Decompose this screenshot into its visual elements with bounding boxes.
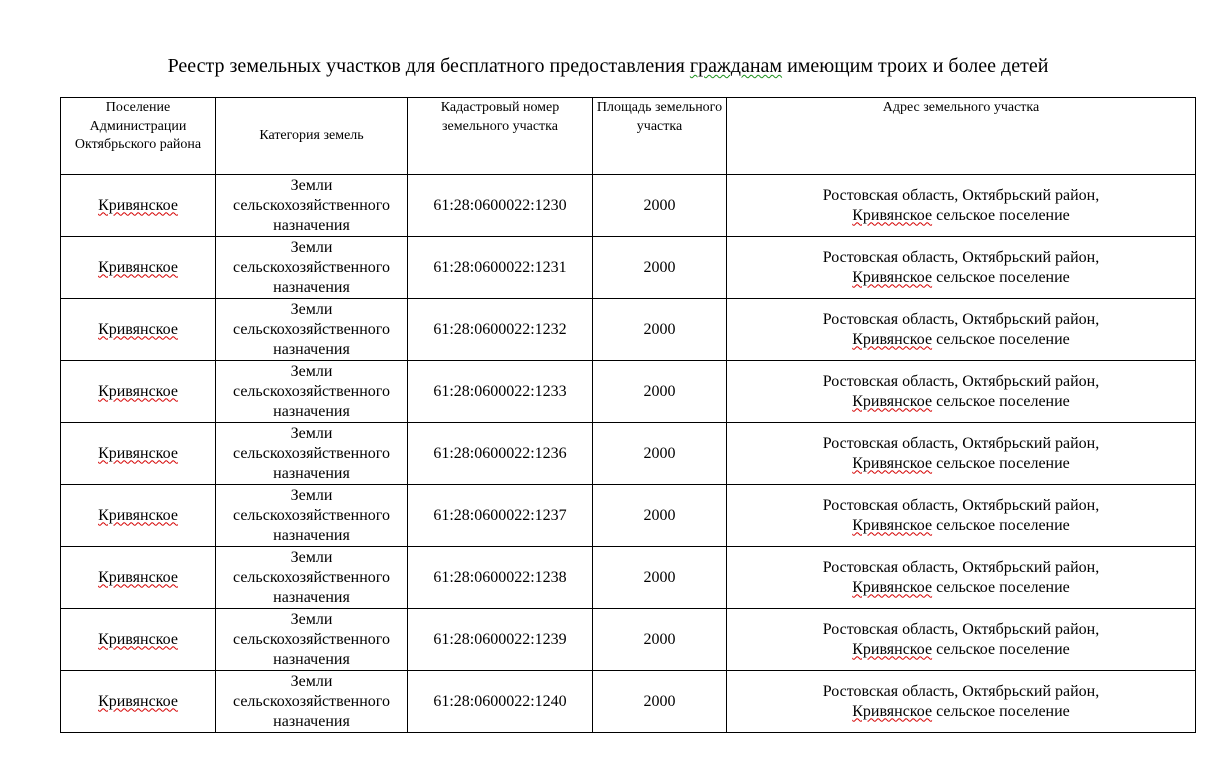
cell-category — [216, 671, 408, 733]
cell-address — [727, 423, 1196, 485]
cell-address — [727, 361, 1196, 423]
category-line-3: назначения — [273, 650, 350, 668]
address-line-1: Ростовская область, Октябрьский район, — [822, 496, 1100, 514]
address-line-1: Ростовская область, Октябрьский район, — [822, 310, 1100, 328]
cell-cadastral-number: 61:28:0600022:1239 — [408, 609, 593, 671]
address-line-1: Ростовская область, Октябрьский район, — [822, 434, 1100, 452]
table-row — [61, 485, 1196, 547]
address-settlement-name: Кривянское — [852, 268, 933, 286]
table-header-row — [61, 98, 1196, 175]
address-line-2 — [730, 330, 1192, 350]
category-line-3: назначения — [273, 464, 350, 482]
cell-settlement — [61, 299, 216, 361]
address-line-1: Ростовская область, Октябрьский район, — [822, 682, 1100, 700]
category-line-3: назначения — [273, 402, 350, 420]
address-line-2 — [730, 702, 1192, 722]
address-rest: сельское поселение — [932, 702, 1070, 720]
header-area: Площадь земельного участка — [593, 98, 727, 175]
cell-cadastral-number: 61:28:0600022:1231 — [408, 237, 593, 299]
cell-category — [216, 361, 408, 423]
cell-settlement — [61, 175, 216, 237]
cell-cadastral-number: 61:28:0600022:1233 — [408, 361, 593, 423]
address-line-1: Ростовская область, Октябрьский район, — [822, 186, 1100, 204]
address-rest: сельское поселение — [932, 578, 1070, 596]
cell-address — [727, 485, 1196, 547]
header-address: Адрес земельного участка — [727, 98, 1196, 175]
address-line-2 — [730, 268, 1192, 288]
title-text-underlined: гражданам — [689, 55, 783, 77]
address-rest: сельское поселение — [932, 206, 1070, 224]
header-settlement: Поселение Администрации Октябрьского района — [61, 98, 216, 175]
category-line-3: назначения — [273, 216, 350, 234]
address-settlement-name: Кривянское — [852, 578, 933, 596]
address-settlement-name: Кривянское — [852, 516, 933, 534]
settlement-name: Кривянское — [98, 630, 178, 648]
cell-category — [216, 547, 408, 609]
category-line-1: Земли — [290, 300, 333, 318]
land-plots-registry-table — [60, 97, 1196, 733]
cell-settlement — [61, 361, 216, 423]
address-line-1: Ростовская область, Октябрьский район, — [822, 248, 1100, 266]
cell-category — [216, 609, 408, 671]
settlement-name: Кривянское — [98, 196, 178, 214]
category-line-1: Земли — [290, 238, 333, 256]
cell-address — [727, 299, 1196, 361]
address-line-2 — [730, 516, 1192, 536]
category-line-2: сельскохозяйственного — [233, 196, 390, 214]
address-rest: сельское поселение — [932, 516, 1070, 534]
address-line-1: Ростовская область, Октябрьский район, — [822, 372, 1100, 390]
table-row — [61, 175, 1196, 237]
address-settlement-name: Кривянское — [852, 640, 933, 658]
table-row — [61, 423, 1196, 485]
cell-area: 2000 — [593, 299, 727, 361]
category-line-2: сельскохозяйственного — [233, 258, 390, 276]
category-line-2: сельскохозяйственного — [233, 630, 390, 648]
cell-settlement — [61, 485, 216, 547]
settlement-name: Кривянское — [98, 320, 178, 338]
cell-area: 2000 — [593, 671, 727, 733]
address-line-1: Ростовская область, Октябрьский район, — [822, 558, 1100, 576]
category-line-1: Земли — [290, 362, 333, 380]
cell-cadastral-number: 61:28:0600022:1232 — [408, 299, 593, 361]
address-settlement-name: Кривянское — [852, 330, 933, 348]
cell-cadastral-number: 61:28:0600022:1236 — [408, 423, 593, 485]
cell-address — [727, 547, 1196, 609]
page-title — [0, 54, 1216, 78]
cell-settlement — [61, 237, 216, 299]
cell-area: 2000 — [593, 547, 727, 609]
cell-settlement — [61, 547, 216, 609]
category-line-2: сельскохозяйственного — [233, 382, 390, 400]
table-row — [61, 299, 1196, 361]
settlement-name: Кривянское — [98, 382, 178, 400]
cell-area: 2000 — [593, 609, 727, 671]
address-rest: сельское поселение — [932, 640, 1070, 658]
cell-area: 2000 — [593, 175, 727, 237]
category-line-3: назначения — [273, 712, 350, 730]
title-text-part2: имеющим троих и более детей — [782, 55, 1049, 77]
address-rest: сельское поселение — [932, 330, 1070, 348]
cell-category — [216, 175, 408, 237]
cell-category — [216, 485, 408, 547]
cell-category — [216, 299, 408, 361]
category-line-1: Земли — [290, 672, 333, 690]
category-line-1: Земли — [290, 548, 333, 566]
table-row — [61, 547, 1196, 609]
settlement-name: Кривянское — [98, 692, 178, 710]
cell-cadastral-number: 61:28:0600022:1237 — [408, 485, 593, 547]
cell-address — [727, 175, 1196, 237]
cell-address — [727, 237, 1196, 299]
header-cadastral-number: Кадастровый номер земельного участка — [408, 98, 593, 175]
category-line-1: Земли — [290, 424, 333, 442]
cell-category — [216, 237, 408, 299]
category-line-1: Земли — [290, 610, 333, 628]
table-row — [61, 609, 1196, 671]
address-settlement-name: Кривянское — [852, 392, 933, 410]
table-row — [61, 361, 1196, 423]
address-line-2 — [730, 392, 1192, 412]
cell-area: 2000 — [593, 423, 727, 485]
category-line-3: назначения — [273, 526, 350, 544]
category-line-2: сельскохозяйственного — [233, 568, 390, 586]
address-line-1: Ростовская область, Октябрьский район, — [822, 620, 1100, 638]
table-body — [61, 175, 1196, 733]
cell-area: 2000 — [593, 237, 727, 299]
settlement-name: Кривянское — [98, 568, 178, 586]
category-line-1: Земли — [290, 176, 333, 194]
address-line-2 — [730, 578, 1192, 598]
header-category: Категория земель — [216, 98, 408, 175]
category-line-3: назначения — [273, 340, 350, 358]
settlement-name: Кривянское — [98, 444, 178, 462]
category-line-2: сельскохозяйственного — [233, 692, 390, 710]
address-settlement-name: Кривянское — [852, 206, 933, 224]
category-line-3: назначения — [273, 278, 350, 296]
address-rest: сельское поселение — [932, 454, 1070, 472]
address-line-2 — [730, 454, 1192, 474]
cell-cadastral-number: 61:28:0600022:1230 — [408, 175, 593, 237]
category-line-2: сельскохозяйственного — [233, 444, 390, 462]
address-rest: сельское поселение — [932, 392, 1070, 410]
cell-area: 2000 — [593, 485, 727, 547]
category-line-1: Земли — [290, 486, 333, 504]
address-rest: сельское поселение — [932, 268, 1070, 286]
category-line-2: сельскохозяйственного — [233, 320, 390, 338]
cell-cadastral-number: 61:28:0600022:1240 — [408, 671, 593, 733]
cell-settlement — [61, 423, 216, 485]
address-line-2 — [730, 640, 1192, 660]
address-settlement-name: Кривянское — [852, 702, 933, 720]
cell-category — [216, 423, 408, 485]
cell-settlement — [61, 609, 216, 671]
category-line-3: назначения — [273, 588, 350, 606]
cell-area: 2000 — [593, 361, 727, 423]
table-row — [61, 237, 1196, 299]
settlement-name: Кривянское — [98, 258, 178, 276]
cell-cadastral-number: 61:28:0600022:1238 — [408, 547, 593, 609]
cell-address — [727, 671, 1196, 733]
title-text-part1: Реестр земельных участков для бесплатного предоставления — [167, 55, 690, 77]
cell-settlement — [61, 671, 216, 733]
address-settlement-name: Кривянское — [852, 454, 933, 472]
table-row — [61, 671, 1196, 733]
settlement-name: Кривянское — [98, 506, 178, 524]
cell-address — [727, 609, 1196, 671]
address-line-2 — [730, 206, 1192, 226]
category-line-2: сельскохозяйственного — [233, 506, 390, 524]
